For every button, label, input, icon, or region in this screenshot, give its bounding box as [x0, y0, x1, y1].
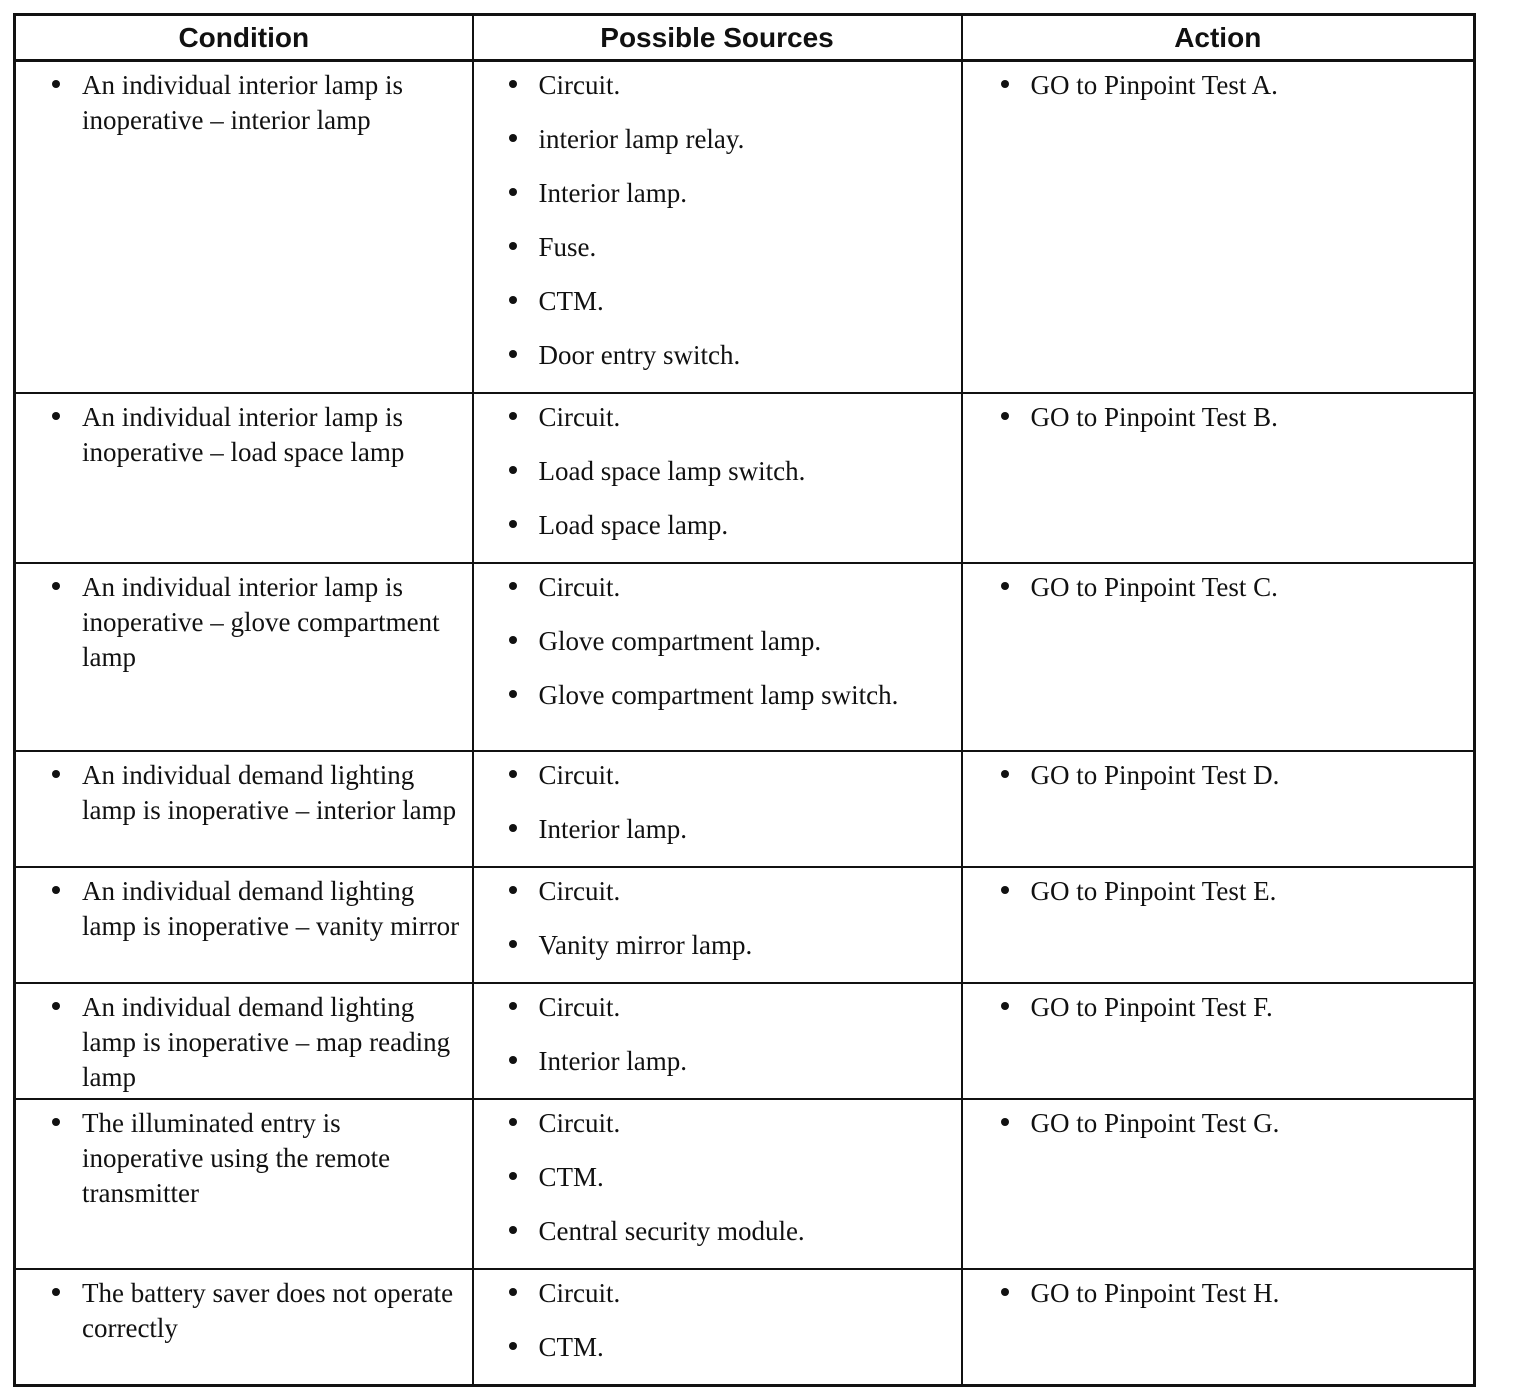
- bullet-icon: [509, 1118, 517, 1126]
- list-item: [474, 758, 951, 793]
- list-item: [474, 1214, 951, 1249]
- list-item: [963, 400, 1464, 435]
- condition-text: The illuminated entry is inoperative using the remote transmitter: [82, 1108, 391, 1208]
- bullet-icon: [509, 242, 517, 250]
- action-list: [963, 68, 1464, 103]
- source-text: Circuit.: [538, 876, 621, 906]
- action-cell: [962, 867, 1475, 983]
- list-item: [16, 570, 462, 675]
- action-list: [963, 1276, 1464, 1311]
- list-item: [474, 1276, 951, 1311]
- list-item: [474, 570, 951, 605]
- table-header: [15, 15, 1475, 61]
- source-text: Load space lamp switch.: [538, 456, 806, 486]
- list-item: [963, 874, 1464, 909]
- source-text: interior lamp relay.: [538, 124, 745, 154]
- action-cell: [962, 1269, 1475, 1386]
- source-text: Circuit.: [538, 572, 621, 602]
- condition-cell: [15, 1269, 473, 1386]
- list-item: [474, 624, 951, 659]
- possible-sources-cell: [473, 393, 962, 563]
- action-text: GO to Pinpoint Test F.: [1030, 992, 1273, 1022]
- possible-sources-cell: [473, 751, 962, 867]
- list-item: [16, 990, 462, 1095]
- condition-cell: [15, 393, 473, 563]
- bullet-icon: [1001, 886, 1009, 894]
- sources-list: [474, 570, 951, 713]
- list-item: [16, 400, 462, 470]
- condition-list: [16, 570, 462, 675]
- bullet-icon: [509, 412, 517, 420]
- bullet-icon: [52, 770, 60, 778]
- list-item: [963, 1106, 1464, 1141]
- list-item: [474, 338, 951, 373]
- list-item: [963, 1276, 1464, 1311]
- bullet-icon: [1001, 80, 1009, 88]
- action-list: [963, 990, 1464, 1025]
- condition-list: [16, 758, 462, 828]
- list-item: [16, 758, 462, 828]
- bullet-icon: [509, 80, 517, 88]
- list-item: [474, 508, 951, 543]
- possible-sources-cell: [473, 61, 962, 394]
- action-cell: [962, 983, 1475, 1099]
- list-item: [474, 454, 951, 489]
- list-item: [474, 230, 951, 265]
- bullet-icon: [1001, 770, 1009, 778]
- bullet-icon: [1001, 1288, 1009, 1296]
- list-item: [474, 990, 951, 1025]
- condition-cell: [15, 867, 473, 983]
- list-item: [474, 1160, 951, 1195]
- list-item: [474, 874, 951, 909]
- table-row: [15, 867, 1475, 983]
- source-text: CTM.: [538, 286, 604, 316]
- condition-text: An individual demand lighting lamp is inoperative – map reading lamp: [82, 992, 451, 1092]
- bullet-icon: [509, 690, 517, 698]
- possible-sources-cell: [473, 1269, 962, 1386]
- list-item: [963, 758, 1464, 793]
- list-item: [16, 1106, 462, 1211]
- action-list: [963, 758, 1464, 793]
- action-text: GO to Pinpoint Test A.: [1030, 70, 1278, 100]
- list-item: [474, 928, 951, 963]
- bullet-icon: [52, 1288, 60, 1296]
- condition-list: [16, 874, 462, 944]
- header-possible-sources: Possible Sources: [473, 15, 962, 61]
- table-row: [15, 61, 1475, 394]
- bullet-icon: [509, 188, 517, 196]
- bullet-icon: [509, 1172, 517, 1180]
- table-row: [15, 1269, 1475, 1386]
- sources-list: [474, 1276, 951, 1365]
- bullet-icon: [509, 824, 517, 832]
- source-text: Fuse.: [538, 232, 597, 262]
- condition-text: The battery saver does not operate correctly: [82, 1278, 454, 1343]
- table-row: [15, 563, 1475, 751]
- source-text: Circuit.: [538, 760, 621, 790]
- possible-sources-cell: [473, 563, 962, 751]
- bullet-icon: [1001, 1002, 1009, 1010]
- condition-text: An individual interior lamp is inoperative – interior lamp: [82, 70, 403, 135]
- bullet-icon: [1001, 582, 1009, 590]
- condition-list: [16, 68, 462, 138]
- source-text: Load space lamp.: [538, 510, 729, 540]
- action-text: GO to Pinpoint Test D.: [1030, 760, 1280, 790]
- bullet-icon: [509, 886, 517, 894]
- sources-list: [474, 68, 951, 373]
- bullet-icon: [1001, 412, 1009, 420]
- list-item: [474, 284, 951, 319]
- condition-text: An individual demand lighting lamp is inoperative – interior lamp: [82, 760, 457, 825]
- condition-text: An individual interior lamp is inoperative – glove compartment lamp: [82, 572, 440, 672]
- condition-cell: [15, 61, 473, 394]
- action-text: GO to Pinpoint Test C.: [1030, 572, 1278, 602]
- source-text: Circuit.: [538, 402, 621, 432]
- condition-cell: [15, 751, 473, 867]
- table-body: [15, 61, 1475, 1386]
- source-text: Door entry switch.: [538, 340, 741, 370]
- bullet-icon: [509, 1002, 517, 1010]
- bullet-icon: [509, 636, 517, 644]
- action-list: [963, 400, 1464, 435]
- list-item: [474, 122, 951, 157]
- source-text: Circuit.: [538, 70, 621, 100]
- condition-text: An individual demand lighting lamp is inoperative – vanity mirror: [82, 876, 460, 941]
- list-item: [474, 68, 951, 103]
- action-cell: [962, 1099, 1475, 1269]
- list-item: [16, 874, 462, 944]
- source-text: Glove compartment lamp.: [538, 626, 822, 656]
- condition-list: [16, 400, 462, 470]
- source-text: Circuit.: [538, 1108, 621, 1138]
- table-row: [15, 393, 1475, 563]
- bullet-icon: [509, 134, 517, 142]
- list-item: [16, 68, 462, 138]
- action-text: GO to Pinpoint Test G.: [1030, 1108, 1280, 1138]
- list-item: [474, 1330, 951, 1365]
- bullet-icon: [509, 1342, 517, 1350]
- action-list: [963, 874, 1464, 909]
- bullet-icon: [52, 886, 60, 894]
- condition-cell: [15, 983, 473, 1099]
- header-row: [15, 15, 1475, 61]
- list-item: [474, 176, 951, 211]
- bullet-icon: [52, 412, 60, 420]
- sources-list: [474, 874, 951, 963]
- action-cell: [962, 563, 1475, 751]
- list-item: [474, 400, 951, 435]
- table-row: [15, 751, 1475, 867]
- action-list: [963, 1106, 1464, 1141]
- condition-list: [16, 1106, 462, 1211]
- condition-cell: [15, 1099, 473, 1269]
- source-text: Central security module.: [538, 1216, 805, 1246]
- sources-list: [474, 758, 951, 847]
- header-condition: Condition: [15, 15, 473, 61]
- source-text: Circuit.: [538, 1278, 621, 1308]
- possible-sources-cell: [473, 867, 962, 983]
- bullet-icon: [52, 1118, 60, 1126]
- condition-list: [16, 990, 462, 1095]
- source-text: CTM.: [538, 1332, 604, 1362]
- action-text: GO to Pinpoint Test B.: [1030, 402, 1278, 432]
- condition-text: An individual interior lamp is inoperative – load space lamp: [82, 402, 405, 467]
- bullet-icon: [509, 1056, 517, 1064]
- bullet-icon: [509, 940, 517, 948]
- list-item: [474, 812, 951, 847]
- sources-list: [474, 400, 951, 543]
- source-text: Interior lamp.: [538, 1046, 687, 1076]
- source-text: Glove compartment lamp switch.: [538, 680, 899, 710]
- list-item: [963, 990, 1464, 1025]
- bullet-icon: [509, 350, 517, 358]
- table-row: [15, 983, 1475, 1099]
- list-item: [474, 1044, 951, 1079]
- condition-cell: [15, 563, 473, 751]
- bullet-icon: [509, 296, 517, 304]
- bullet-icon: [52, 80, 60, 88]
- bullet-icon: [509, 1288, 517, 1296]
- possible-sources-cell: [473, 1099, 962, 1269]
- source-text: Interior lamp.: [538, 178, 687, 208]
- source-text: CTM.: [538, 1162, 604, 1192]
- source-text: Interior lamp.: [538, 814, 687, 844]
- bullet-icon: [1001, 1118, 1009, 1126]
- action-cell: [962, 751, 1475, 867]
- action-text: GO to Pinpoint Test H.: [1030, 1278, 1280, 1308]
- header-action: Action: [962, 15, 1475, 61]
- list-item: [963, 68, 1464, 103]
- list-item: [474, 678, 951, 713]
- action-list: [963, 570, 1464, 605]
- action-cell: [962, 61, 1475, 394]
- bullet-icon: [509, 1226, 517, 1234]
- list-item: [963, 570, 1464, 605]
- bullet-icon: [509, 770, 517, 778]
- source-text: Vanity mirror lamp.: [538, 930, 753, 960]
- diagnostic-table: [13, 13, 1476, 1387]
- possible-sources-cell: [473, 983, 962, 1099]
- sources-list: [474, 990, 951, 1079]
- bullet-icon: [52, 582, 60, 590]
- sources-list: [474, 1106, 951, 1249]
- bullet-icon: [509, 466, 517, 474]
- source-text: Circuit.: [538, 992, 621, 1022]
- action-text: GO to Pinpoint Test E.: [1030, 876, 1277, 906]
- table-row: [15, 1099, 1475, 1269]
- bullet-icon: [509, 520, 517, 528]
- bullet-icon: [509, 582, 517, 590]
- list-item: [474, 1106, 951, 1141]
- action-cell: [962, 393, 1475, 563]
- bullet-icon: [52, 1002, 60, 1010]
